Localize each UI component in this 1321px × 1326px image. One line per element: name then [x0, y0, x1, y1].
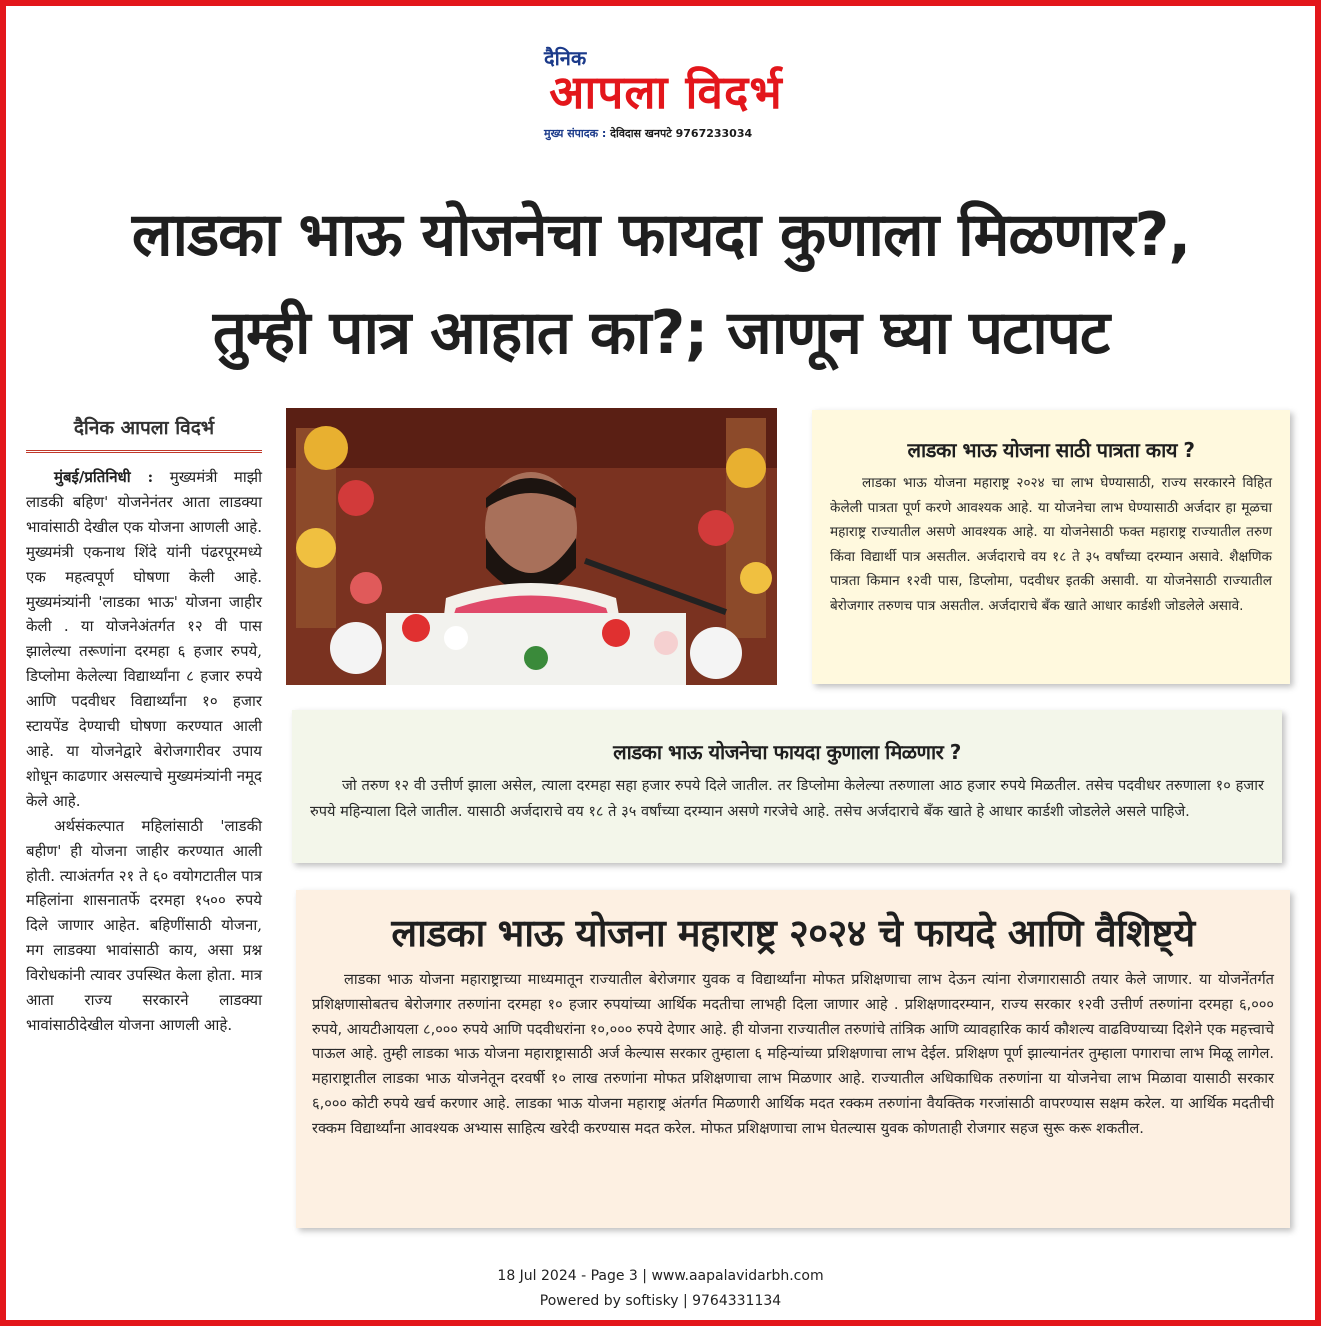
eligibility-title: लाडका भाऊ योजना साठी पात्रता काय ?: [907, 438, 1195, 462]
editor-value: देविदास खनपटे 9767233034: [610, 127, 753, 140]
article-paragraph-2: अर्थसंकल्पात महिलांसाठी 'लाडकी बहीण' ही योजना जाहीर करण्यात आली होती. त्याअंतर्गत २१ ते ६० वयोगटातील पात्र महिलांना शासनातर्फे दरमहा १५०० रुपये दिले जाणार आहेत. बहिणींसाठी योजना, मग लाडक्या भावांसाठी काय, असा प्रश्न विरोधकांनी त्यावर उपस्थित केला होता. मात्र आता राज्य सरकारने लाडक्या भावांसाठीदेखील योजना आणली आहे.: [26, 816, 262, 1034]
features-title: लाडका भाऊ योजना महाराष्ट्र २०२४ चे फायदे आणि वैशिष्ट्ये: [391, 911, 1195, 955]
masthead-daily-label: दैनिक: [544, 46, 587, 70]
features-box: [296, 890, 1290, 1228]
main-headline: [26, 186, 1296, 382]
left-column-article: [26, 408, 262, 1038]
eligibility-box: [812, 410, 1290, 684]
features-body: लाडका भाऊ योजना महाराष्ट्राच्या माध्यमातून राज्यातील बेरोजगार युवक व विद्यार्थ्यांना मोफत प्रशिक्षणाचा लाभ देऊन त्यांना रोजगारासाठी तयार केले जाणार. या योजनेंतर्गत प्रशिक्षणासोबतच बेरोजगार तरुणांना दरमहा १० हजार रुपयांच्या आर्थिक मदतीचा लाभही दिला जाणार आहे . प्रशिक्षणादरम्यान, राज्य सरकार १२वी उत्तीर्ण तरुणांना दरमहा ६,००० रुपये, आयटीआयला ८,००० रुपये आणि पदवीधरांना १०,००० रुपये देणार आहे. ही योजना राज्यातील तरुणांचे तांत्रिक आणि व्यावहारिक कार्य कौशल्य वाढविण्याच्या दिशेने एक महत्त्वाचे पाऊल आहे. तुम्ही लाडका भाऊ योजना महाराष्ट्रासाठी अर्ज केल्यास सरकार तुम्हाला ६ महिन्यांच्या प्रशिक्षणाचा लाभ देईल. प्रशिक्षण पूर्ण झाल्यानंतर तुम्हाला पगाराचा लाभ मिळू लागेल. महाराष्ट्रातील लाडका भाऊ योजनेतून दरवर्षी १० लाख तरुणांना मोफत प्रशिक्षणाचा लाभ मिळणार आहे. राज्यातील अधिकाधिक तरुणांना या योजनेचा लाभ मिळावा यासाठी सरकार ६,००० कोटी रुपये खर्च करणार आहे. लाडका भाऊ योजना महाराष्ट्र अंतर्गत मिळणारी आर्थिक मदत रक्कम तरुणांना वैयक्तिक गरजांसाठी वापरण्यास सक्षम करेल. या आर्थिक मदतीची रक्कम विद्यार्थ्यांना आवश्यक अभ्यास साहित्य खरेदी करण्यास मदत करेल. मोफत प्रशिक्षणाचा लाभ घेतल्यास युवक कोणताही रोजगार सहज सुरू करू शकतील.: [312, 971, 1274, 1137]
page-footer: [6, 1264, 1315, 1314]
dateline-place: मुंबई/प्रतिनिधी :: [54, 468, 154, 486]
masthead-logo: आपला विदर्भ: [549, 65, 783, 119]
eligibility-body: लाडका भाऊ योजना महाराष्ट्र २०२४ चा लाभ घेण्यासाठी, राज्य सरकारने विहित केलेली पात्रता पूर्ण करणे आवश्यक आहे. या योजनेचा लाभ घेण्यासाठी अर्जदार हा मूळचा महाराष्ट्र राज्यातील असणे आवश्यक आहे. या योजनेसाठी फक्त महाराष्ट्र राज्यातील तरुण किंवा विद्यार्थी पात्र असतील. अर्जदाराचे वय १८ ते ३५ वर्षांच्या दरम्यान असावे. शैक्षणिक पात्रता किमान १२वी पास, डिप्लोमा, पदवीधर इतकी असावी. या योजनेसाठी राज्यातील बेरोजगार तरुणच पात्र असतील. अर्जदाराचे बँक खाते आधार कार्डशी जोडलेले असावे.: [830, 475, 1272, 614]
paragraph-1-text: मुख्यमंत्री माझी लाडकी बहिण' योजनेनंतर आता लाडक्या भावांसाठी देखील एक योजना आणली आहे. मुख्यमंत्री एकनाथ शिंदे यांनी पंढरपूरमध्ये एक महत्वपूर्ण घोषणा केली आहे. मुख्यमंत्र्यांनी 'लाडका भाऊ' योजना जाहीर केली . या योजनेअंतर्गत १२ वी पास झालेल्या तरूणांना दरमहा ६ हजार रुपये, डिप्लोमा केलेल्या विद्यार्थ्यांना ८ हजार रुपये आणि पदवीधर विद्यार्थ्यांना १० हजार स्टायपेंड देण्याची घोषणा करण्यात आली आहे. या योजनेद्वारे बेरोजगारीवर उपाय शोधून काढणार असल्याचे मुख्यमंत्र्यांनी नमूद केले आहे.: [26, 468, 262, 810]
photo-illustration: [286, 408, 777, 685]
headline-line-1: लाडका भाऊ योजनेचा फायदा कुणाला मिळणार?,: [131, 200, 1191, 270]
headline-line-2: तुम्ही पात्र आहात का?; जाणून घ्या पटापट: [212, 298, 1110, 368]
benefit-body: जो तरुण १२ वी उत्तीर्ण झाला असेल, त्याला दरमहा सहा हजार रुपये दिले जातील. तर डिप्लोमा केलेल्या तरुणाला आठ हजार रुपये मिळतील. तसेच पदवीधर तरुणाला १० हजार रुपये महिन्याला दिले जातील. यासाठी अर्जदाराचे वय १८ ते ३५ वर्षांच्या दरम्यान असणे गरजेचे आहे. तसेच अर्जदाराचे बँक खाते हे आधार कार्डशी जोडलेले असले पाहिजे.: [310, 777, 1264, 820]
article-byline: दैनिक आपला विदर्भ: [26, 408, 262, 453]
news-photo: [286, 408, 777, 685]
footer-date-line: 18 Jul 2024 - Page 3 | www.aapalavidarbh.com: [497, 1268, 824, 1284]
benefit-title: लाडका भाऊ योजनेचा फायदा कुणाला मिळणार ?: [613, 740, 961, 764]
article-text: [26, 465, 262, 1038]
benefit-box: [292, 710, 1282, 863]
masthead-editor: [544, 126, 752, 141]
footer-powered-line: Powered by softisky | 9764331134: [539, 1293, 782, 1309]
editor-label: मुख्य संपादक :: [544, 127, 607, 140]
article-paragraph-1: [26, 465, 262, 814]
